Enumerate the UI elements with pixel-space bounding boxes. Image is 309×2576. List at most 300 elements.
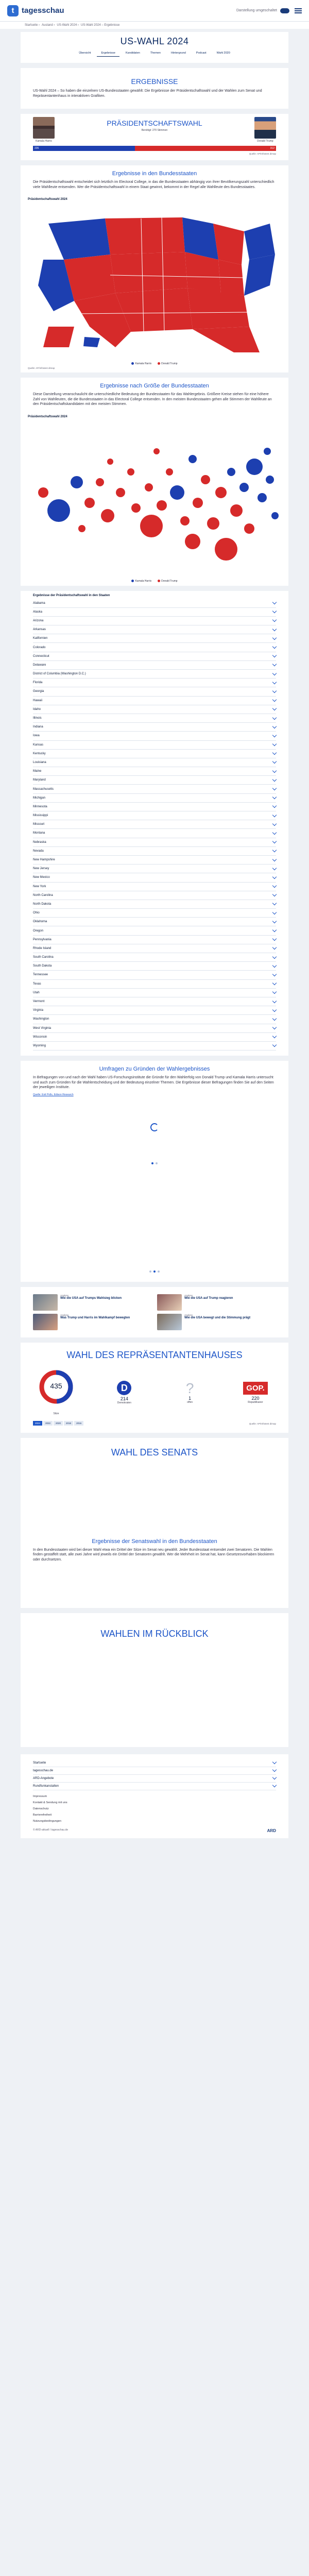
teaser-card: [21, 1287, 288, 1337]
teaser-text: [184, 1294, 233, 1301]
state-accordion-item[interactable]: [33, 687, 276, 696]
needed-votes-note: Benötigt: 270 Stimmen: [141, 129, 168, 132]
state-accordion-item[interactable]: [33, 829, 276, 838]
teaser-text: [184, 1314, 250, 1320]
teaser-kicker: Analyse: [184, 1294, 193, 1297]
question-mark-icon: ?: [185, 1380, 194, 1397]
footer-nav-label: Rundfunkanstalten: [33, 1784, 59, 1788]
chevron-down-icon: [272, 777, 277, 782]
chevron-down-icon: [272, 812, 277, 817]
chevron-down-icon: [272, 653, 277, 657]
chevron-down-icon: [272, 901, 277, 905]
harris-name: Kamala Harris: [36, 140, 52, 143]
house-total: 435 Sitze: [38, 1369, 74, 1417]
state-accordion-item[interactable]: [33, 732, 276, 740]
state-bubble[interactable]: [246, 459, 263, 475]
house-heading: WAHL DES REPRÄSENTANTENHAUSES: [66, 1349, 243, 1360]
site-footer: [21, 1754, 288, 1838]
state-name: Utah: [33, 991, 40, 994]
tab-übersicht[interactable]: Übersicht: [79, 52, 91, 55]
rep-vote-segment: 312: [135, 146, 276, 151]
state-bubble[interactable]: [47, 499, 70, 522]
chevron-down-icon: [272, 910, 277, 914]
state-accordion-item[interactable]: [33, 926, 276, 935]
state-accordion-item[interactable]: [33, 997, 276, 1006]
house-results-row: [33, 1364, 276, 1419]
state-bubble[interactable]: [84, 498, 95, 508]
state-bubble[interactable]: [101, 509, 114, 522]
state-accordion-item[interactable]: [33, 1006, 276, 1015]
gop-logo-icon: GOP.: [243, 1382, 268, 1395]
chevron-down-icon: [272, 972, 277, 976]
state-bubble[interactable]: [166, 468, 173, 476]
state-bubble[interactable]: [71, 476, 83, 488]
tab-podcast[interactable]: Podcast: [196, 52, 207, 55]
state-bubble[interactable]: [131, 503, 141, 513]
chevron-down-icon: [272, 715, 277, 719]
chevron-down-icon: [272, 1783, 277, 1787]
state-name: Indiana: [33, 725, 43, 729]
map-section-text: Die Präsidentschaftswahl entscheidet sich letztlich im Electoral College, in das die Bundesstaaten abhängig von ihrer Bevölkerungszahl unterschiedlich viele Wahlleute entsenden. Wer die Präsidentschaftswahl in einem Staat gewinnt, bekommt in der Regel alle Wahlleute des Bundesstaates.: [33, 180, 274, 189]
polls-text: In Befragungen von und nach der Wahl haben US-Forschungsinstitute die Gründe für den Wahlerfolg von Donald Trump und Kamala Harris untersucht und auch zum Gründen für die Wahlentscheidung und der Bedeutung einzelner Themen. Die Ergebnisse dieser Befragungen finden Sie auf den Seiten der jeweiligen Institute.: [33, 1076, 274, 1090]
logo-mark: t: [7, 5, 19, 16]
senate-text: In den Bundesstaaten wird bei dieser Wahl etwa ein Drittel der Sitze im Senat neu gewählt. Jeder Bundesstaat entsendet zwei Senatoren. Die Wahlen finden gestaffelt statt, alle zwei Jahre wird jeweils ein Drittel der Senatoren gewählt. Wer die Mehrheit im Senat hat, kann Gesetzesvorhaben blockieren oder durchsetzen.: [33, 1548, 274, 1562]
state-bubble[interactable]: [107, 459, 113, 465]
polls-heading: Umfragen zu Gründen der Wahlergebnisses: [99, 1066, 210, 1073]
house-open: [175, 1381, 205, 1404]
state-bubble[interactable]: [96, 478, 104, 486]
state-map-title: Präsidentschaftswahl 2024: [28, 198, 67, 201]
states-accordion-list: [33, 599, 276, 1051]
state-name: Missouri: [33, 823, 45, 826]
state-bubble[interactable]: [271, 512, 279, 519]
trump-photo: [254, 117, 276, 139]
state-accordion-item[interactable]: [33, 953, 276, 962]
state-accordion-item[interactable]: [33, 909, 276, 918]
us-state-map[interactable]: [28, 203, 281, 358]
chevron-down-icon: [272, 1775, 277, 1780]
state-name: Ohio: [33, 911, 40, 915]
chevron-down-icon: [272, 945, 277, 950]
state-name: Pennsylvania: [33, 938, 52, 941]
state-accordion-item[interactable]: [33, 625, 276, 634]
state-accordion-item[interactable]: [33, 697, 276, 705]
chevron-down-icon: [272, 600, 277, 604]
slider-dot[interactable]: [156, 1162, 158, 1164]
tab-ergebnisse[interactable]: Ergebnisse: [97, 50, 119, 57]
breadcrumb-item[interactable]: US-Wahl 2024 – Ergebnisse: [80, 24, 120, 27]
footer-copyright: © ARD-aktuell / tagesschau.de: [33, 1828, 68, 1832]
footer-nav-label: Startseite: [33, 1761, 46, 1765]
state-name: New Jersey: [33, 867, 49, 871]
state-accordion-item[interactable]: [33, 785, 276, 793]
chevron-down-icon: [272, 733, 277, 737]
state-accordion-item[interactable]: [33, 838, 276, 847]
teaser-image: [157, 1294, 182, 1311]
presidential-center: [55, 117, 254, 132]
news-teaser[interactable]: [157, 1314, 276, 1330]
state-accordion-item[interactable]: [33, 811, 276, 820]
slider-dot[interactable]: [151, 1162, 153, 1164]
chevron-down-icon: [272, 857, 277, 861]
state-accordion-item[interactable]: [33, 962, 276, 971]
state-bubble[interactable]: [201, 475, 210, 484]
year-chip[interactable]: 2022: [43, 1421, 53, 1426]
state-name: Delaware: [33, 663, 46, 667]
footer-nav-item[interactable]: [33, 1775, 276, 1783]
senate-card: [21, 1438, 288, 1608]
teaser-image: [33, 1314, 58, 1330]
teaser-image: [33, 1294, 58, 1311]
state-name: Wyoming: [33, 1044, 46, 1047]
poll-embed-loading: [33, 1096, 276, 1158]
state-bubble[interactable]: [153, 448, 160, 454]
state-name: Kalifornien: [33, 637, 48, 640]
results-intro: US-Wahl 2024 – So haben die einzelnen US-Bundesstaaten gewählt: Die Ergebnisse der Präsidentschaftswahl und der Wahlen zum Senat und Repräsentantenhaus in interaktiven Grafiken.: [33, 89, 262, 98]
teaser-headline: Wie die USA auf Trump reagieren: [184, 1296, 233, 1300]
breadcrumb-item[interactable]: Startseite ›: [25, 24, 40, 27]
chevron-down-icon: [272, 1768, 277, 1772]
state-accordion-item[interactable]: [33, 661, 276, 670]
chevron-down-icon: [272, 875, 277, 879]
state-name: South Dakota: [33, 964, 52, 968]
tab-bar: [21, 47, 288, 60]
state-accordion-item[interactable]: [33, 599, 276, 608]
polls-source-link[interactable]: Quelle: Exit Polls, Edison Research: [33, 1093, 74, 1096]
state-name: Maine: [33, 770, 42, 773]
footer-nav-label: tagesschau.de: [33, 1769, 54, 1772]
state-name: Kentucky: [33, 752, 46, 755]
chevron-down-icon: [272, 698, 277, 702]
state-name: Iowa: [33, 734, 40, 738]
state-accordion-item[interactable]: [33, 989, 276, 997]
teaser-headline: Wie die USA auf Trumps Wahlsieg blicken: [60, 1296, 122, 1300]
legend-rep-label: Donald Trump: [161, 362, 178, 365]
site-header: [0, 0, 309, 22]
candidate-harris: [33, 117, 55, 143]
state-name: Idaho: [33, 707, 41, 711]
state-name: Montana: [33, 832, 45, 835]
state-name: Vermont: [33, 1000, 45, 1004]
footer-link[interactable]: Kontakt & Sendung mit uns: [33, 1801, 67, 1804]
display-toggle[interactable]: [280, 8, 289, 13]
legend-rep: [158, 362, 177, 365]
page-title: US-WAHL 2024: [120, 36, 189, 46]
state-accordion-item[interactable]: [33, 794, 276, 803]
state-accordion-item[interactable]: [33, 652, 276, 661]
chevron-down-icon: [272, 937, 277, 941]
state-name: Alabama: [33, 601, 45, 605]
chevron-down-icon: [272, 724, 277, 728]
page-title-block: [21, 32, 288, 63]
house-source: Quelle: AP/Infratest dimap: [249, 1422, 276, 1426]
state-accordion-item[interactable]: [33, 1033, 276, 1042]
state-accordion-item[interactable]: [33, 617, 276, 625]
state-accordion-item[interactable]: [33, 634, 276, 643]
breadcrumb-item[interactable]: US-Wahl 2024 ›: [57, 24, 78, 27]
state-name: District of Columbia (Washington D.C.): [33, 672, 86, 676]
state-accordion-item[interactable]: [33, 679, 276, 687]
trump-name: Donald Trump: [257, 140, 273, 143]
chevron-down-icon: [272, 1025, 277, 1029]
state-name: Washington: [33, 1018, 49, 1021]
footer-nav-item[interactable]: [33, 1783, 276, 1790]
state-bubble[interactable]: [207, 517, 219, 530]
state-accordion-item[interactable]: [33, 741, 276, 750]
footer-link[interactable]: Barrierefreiheit: [33, 1813, 52, 1817]
electoral-vote-bar: [33, 146, 276, 151]
state-name: Maryland: [33, 778, 46, 782]
year-chip[interactable]: 2018: [64, 1421, 73, 1426]
chevron-down-icon: [272, 786, 277, 790]
state-accordion-item[interactable]: [33, 608, 276, 617]
teaser-kicker: Analyse: [184, 1313, 193, 1316]
state-accordion-item[interactable]: [33, 891, 276, 900]
chevron-down-icon: [272, 981, 277, 985]
state-bubble[interactable]: [230, 504, 243, 517]
states-accordion-title: Ergebnisse der Präsidentschaftswahl in den Staaten: [33, 594, 110, 597]
year-chip[interactable]: 2020: [54, 1421, 63, 1426]
tab-kandidaten[interactable]: Kandidaten: [126, 52, 140, 55]
chevron-down-icon: [272, 759, 277, 764]
teaser-headline: Wie die USA bewegt und die Stimmung prägt: [184, 1316, 251, 1319]
state-name: Alaska: [33, 610, 43, 614]
states-accordion: [21, 591, 288, 1056]
legend-dem-label: Kamala Harris: [135, 362, 152, 365]
state-accordion-item[interactable]: [33, 723, 276, 732]
state-bubble[interactable]: [145, 483, 153, 492]
state-name: Louisiana: [33, 760, 46, 764]
teaser-text: [60, 1314, 130, 1320]
map-section-card: [21, 165, 288, 195]
bubble-legend-rep-label: Donald Trump: [161, 579, 178, 583]
state-accordion-item[interactable]: [33, 856, 276, 865]
state-map-legend: [28, 362, 281, 365]
footer-link[interactable]: Nutzungsbedingungen: [33, 1819, 62, 1823]
logo-text: tagesschau: [22, 6, 64, 15]
state-bubble[interactable]: [244, 523, 254, 534]
bubble-section-text: Diese Darstellung veranschaulicht die unterschiedliche Bedeutung der Bundesstaaten für das Wahlergebnis. Größere Kreise stehen für eine höhere Zahl von Wahlleuten, die die Bundesstaaten in das Electoral College entsenden. In den meisten Bundesstaaten gehen alle Stimmen der Wahlleute an den Präsidentschaftskandidaten mit den meisten Stimmen.: [33, 393, 272, 406]
state-name: Massachusetts: [33, 787, 54, 791]
state-accordion-item[interactable]: [33, 944, 276, 953]
menu-icon[interactable]: [295, 8, 302, 13]
chevron-down-icon: [272, 609, 277, 613]
state-name: North Carolina: [33, 893, 53, 897]
chevron-down-icon: [272, 662, 277, 666]
state-bubble[interactable]: [258, 493, 267, 502]
bubble-map-legend: [28, 580, 281, 583]
state-accordion-item[interactable]: [33, 767, 276, 776]
bubble-map-box: [21, 412, 288, 586]
state-accordion-item[interactable]: [33, 1015, 276, 1024]
chevron-down-icon: [272, 998, 277, 1003]
bubble-legend-dem-label: Kamala Harris: [135, 579, 152, 583]
chevron-down-icon: [272, 626, 277, 631]
bubble-map[interactable]: [28, 420, 281, 575]
footer-nav-label: ARD-Angebote: [33, 1776, 54, 1780]
presidential-heading: PRÄSIDENTSCHAFTSWAHL: [107, 119, 202, 127]
footer-link[interactable]: Impressum: [33, 1794, 47, 1798]
state-accordion-item[interactable]: [33, 758, 276, 767]
state-bubble[interactable]: [188, 455, 197, 463]
chevron-down-icon: [272, 671, 277, 675]
chevron-down-icon: [272, 892, 277, 896]
results-card: [21, 68, 288, 109]
state-accordion-item[interactable]: [33, 980, 276, 989]
house-total-label: Sitze: [53, 1412, 59, 1415]
state-accordion-item[interactable]: [33, 750, 276, 758]
state-accordion-item[interactable]: [33, 643, 276, 652]
chevron-down-icon: [272, 866, 277, 870]
state-name: Michigan: [33, 796, 46, 800]
state-accordion-item[interactable]: [33, 820, 276, 829]
state-bubble[interactable]: [140, 515, 163, 537]
bubble-legend-dem: [131, 580, 151, 583]
breadcrumb-item[interactable]: Ausland ›: [42, 24, 55, 27]
state-bubble[interactable]: [180, 516, 190, 526]
state-name: New York: [33, 885, 46, 888]
bubble-section-heading: Ergebnisse nach Größe der Bundesstaaten: [100, 383, 209, 389]
state-accordion-item[interactable]: [33, 865, 276, 873]
chevron-down-icon: [272, 1016, 277, 1021]
state-name: Oklahoma: [33, 920, 47, 924]
state-bubble[interactable]: [266, 476, 274, 484]
chevron-down-icon: [272, 795, 277, 799]
footer-nav-item[interactable]: [33, 1767, 276, 1775]
state-bubble[interactable]: [185, 534, 200, 549]
slider-dot[interactable]: [158, 1270, 160, 1273]
state-bubble[interactable]: [170, 485, 184, 500]
tab-themen[interactable]: Themen: [150, 52, 161, 55]
news-teaser[interactable]: [157, 1294, 276, 1311]
state-accordion-item[interactable]: [33, 1024, 276, 1033]
chevron-down-icon: [272, 680, 277, 684]
house-year-chips: [33, 1419, 83, 1428]
state-map-source: Quelle: AP/Infratest dimap: [28, 367, 55, 369]
state-accordion-item[interactable]: [33, 873, 276, 882]
state-name: Rhode Island: [33, 946, 52, 950]
chevron-down-icon: [272, 751, 277, 755]
year-chip[interactable]: 2024: [33, 1421, 42, 1426]
state-name: Wisconsin: [33, 1035, 47, 1039]
state-accordion-item[interactable]: [33, 776, 276, 785]
state-bubble[interactable]: [157, 500, 167, 511]
state-accordion-item[interactable]: [33, 714, 276, 723]
house-card: [21, 1343, 288, 1433]
chevron-down-icon: [272, 1034, 277, 1038]
state-accordion-item[interactable]: [33, 936, 276, 944]
state-accordion-item[interactable]: [33, 918, 276, 926]
teaser-headline: Was Trump und Harris im Wahlkampf bewegten: [60, 1316, 130, 1319]
display-hint: Darstellung umgeschaltet: [236, 9, 277, 12]
chevron-down-icon: [272, 618, 277, 622]
state-name: Colorado: [33, 646, 46, 649]
tab-hintergrund[interactable]: Hintergrund: [171, 52, 186, 55]
state-bubble[interactable]: [215, 487, 227, 498]
results-heading: ERGEBNISSE: [131, 77, 178, 86]
house-rep: [240, 1382, 271, 1404]
state-name: Kansas: [33, 743, 44, 747]
ard-logo[interactable]: ARD: [267, 1828, 276, 1833]
state-map-box: [21, 195, 288, 372]
harris-photo: [33, 117, 55, 139]
poll-embed-area: [33, 1168, 276, 1266]
state-accordion-item[interactable]: [33, 883, 276, 891]
state-accordion-item[interactable]: [33, 803, 276, 811]
state-accordion-item[interactable]: [33, 900, 276, 909]
news-teaser[interactable]: [33, 1314, 152, 1330]
year-chip[interactable]: 2016: [74, 1421, 83, 1426]
state-bubble[interactable]: [193, 498, 203, 508]
review-card: [21, 1613, 288, 1747]
state-accordion-item[interactable]: [33, 971, 276, 979]
state-name: Hawaii: [33, 699, 43, 702]
news-teaser[interactable]: [33, 1294, 152, 1311]
review-heading: WAHLEN IM RÜCKBLICK: [100, 1628, 209, 1639]
chevron-down-icon: [272, 1043, 277, 1047]
tagesschau-logo[interactable]: [7, 5, 64, 16]
state-bubble[interactable]: [215, 538, 237, 561]
state-bubble[interactable]: [78, 525, 85, 532]
state-accordion-item[interactable]: [33, 670, 276, 679]
slider-dot[interactable]: [153, 1270, 156, 1273]
breadcrumb: [0, 22, 309, 29]
chevron-down-icon: [272, 636, 277, 640]
polls-card: [21, 1061, 288, 1282]
house-footer-row: [33, 1419, 276, 1428]
state-bubble[interactable]: [127, 468, 134, 476]
house-open-seats: 1: [188, 1396, 192, 1401]
house-rep-label: Republikaner: [248, 1400, 263, 1404]
dem-vote-segment: 226: [33, 146, 135, 151]
tab-wahl 2020[interactable]: Wahl 2020: [216, 52, 230, 55]
state-bubble[interactable]: [116, 488, 125, 497]
state-name: Illinois: [33, 717, 42, 720]
state-accordion-item[interactable]: [33, 1042, 276, 1050]
state-name: Florida: [33, 681, 43, 685]
footer-nav-item[interactable]: [33, 1759, 276, 1767]
state-name: Texas: [33, 982, 41, 986]
state-bubble[interactable]: [264, 448, 271, 455]
state-name: New Hampshire: [33, 858, 55, 862]
chevron-down-icon: [272, 804, 277, 808]
state-name: Nebraska: [33, 840, 46, 844]
state-accordion-item[interactable]: [33, 847, 276, 856]
state-name: Tennessee: [33, 973, 48, 977]
chevron-down-icon: [272, 954, 277, 958]
chevron-down-icon: [272, 919, 277, 923]
chevron-down-icon: [272, 831, 277, 835]
state-bubble[interactable]: [38, 487, 48, 498]
state-bubble[interactable]: [239, 483, 249, 492]
chevron-down-icon: [272, 839, 277, 843]
state-name: Nevada: [33, 849, 44, 853]
state-bubble[interactable]: [227, 468, 235, 476]
legend-dem: [131, 362, 151, 365]
chevron-down-icon: [272, 645, 277, 649]
state-name: Arkansas: [33, 628, 46, 632]
chevron-down-icon: [272, 742, 277, 746]
footer-link[interactable]: Datenschutz: [33, 1807, 49, 1810]
teaser-kicker: Analyse: [60, 1313, 69, 1316]
slider-dot[interactable]: [149, 1270, 151, 1273]
teaser-text: [60, 1294, 122, 1301]
footer-nav: [33, 1759, 276, 1790]
bubble-section-card: [21, 378, 288, 412]
state-accordion-item[interactable]: [33, 705, 276, 714]
house-dem-seats: 214: [120, 1396, 128, 1402]
state-name: Virginia: [33, 1009, 43, 1012]
